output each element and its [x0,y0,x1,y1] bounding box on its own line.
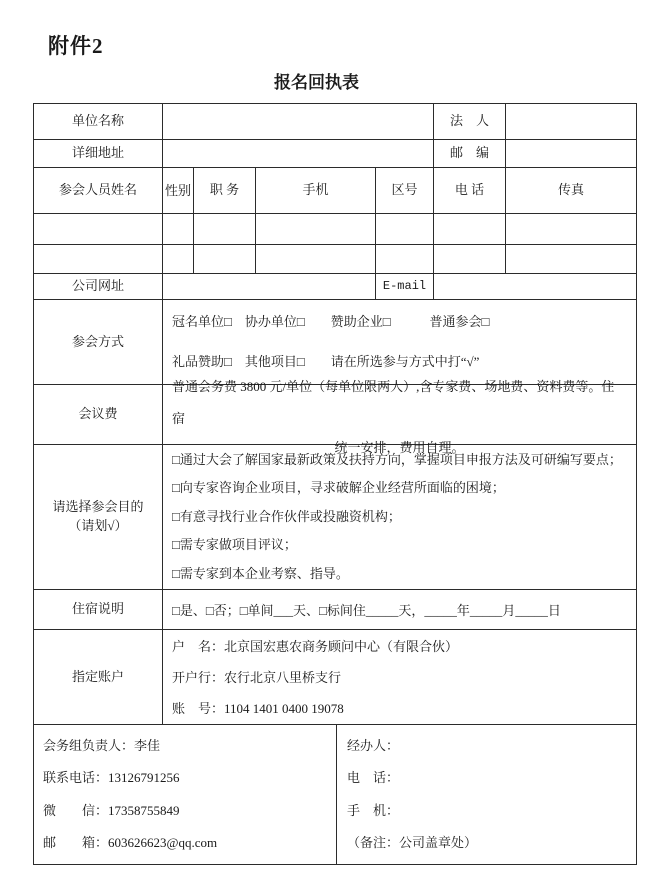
attendee2-fax-field[interactable] [506,245,637,274]
attendee1-mobile-field[interactable] [256,214,376,245]
registration-form-table [33,103,637,865]
lodging-options[interactable]: □是、□否；□单间___天、□标间住_____天，_____年_____月_____日 [172,603,561,618]
purpose-option-2[interactable]: □向专家咨询企业项目，寻求破解企业经营所面临的困境； [172,480,505,496]
company-seal-note: （备注：公司盖章处） [347,835,478,850]
lodging-row [34,590,637,630]
mobile-header: 手机 [256,168,376,214]
attachment-label: 附件2 [48,34,104,58]
footer-row [34,725,637,865]
attendee2-mobile-field[interactable] [256,245,376,274]
organizer-contact-wechat: 微 信：17358755849 [43,802,180,818]
fee-label: 会议费 [34,385,163,445]
fee-row [34,379,637,455]
attendee-row-1 [34,214,637,245]
attendee1-gender-field[interactable] [163,214,194,245]
unit-name-row [34,104,637,140]
purpose-option-4[interactable]: □需专家做项目评议； [172,537,297,553]
attendee-name-header: 参会人员姓名 [34,168,163,214]
attendee2-gender-field[interactable] [163,245,194,274]
postal-code-label: 邮 编 [434,140,506,168]
organizer-contact-phone: 联系电话：13126791256 [43,770,180,785]
email-field[interactable] [434,274,637,300]
legal-person-label: 法 人 [434,104,506,140]
attendee2-areacode-field[interactable] [376,245,434,274]
attendee2-position-field[interactable] [194,245,256,274]
attendee1-position-field[interactable] [194,214,256,245]
address-row [34,140,637,168]
legal-person-field[interactable] [506,104,637,140]
fee-text-line1: 普通会务费 3800 元/单位（每单位限两人）,含专家费、场地费、资料费等。住宿 [172,379,615,426]
method-options-line1[interactable]: 冠名单位□ 协办单位□ 赞助企业□ 普通参会□ [172,314,490,329]
handler-name-field[interactable]: 经办人： [347,737,400,753]
purpose-label: 请选择参会目的（请划√） [34,445,163,590]
unit-name-label: 单位名称 [34,104,163,140]
account-number-line: 账 号：1104 1401 0400 19078 [172,700,344,716]
website-row [34,274,637,300]
participation-method-label: 参会方式 [34,300,163,385]
attendee-row-2 [34,245,637,274]
gender-header: 性别 [164,182,191,198]
attendee-header-row [34,168,637,214]
website-label: 公司网址 [34,274,163,300]
account-row [34,630,637,725]
email-label: E-mail [376,274,434,300]
address-label: 详细地址 [34,140,163,168]
organizer-contact-name: 会务组负责人：李佳 [43,737,161,753]
page-title: 报名回执表 [274,73,359,92]
purpose-option-5[interactable]: □需专家到本企业考察、指导。 [172,565,349,581]
account-label: 指定账户 [34,630,163,725]
area-code-header: 区号 [376,168,434,214]
lodging-label: 住宿说明 [34,590,163,630]
account-bank-line: 开户行：农行北京八里桥支行 [172,669,342,685]
website-field[interactable] [163,274,376,300]
purpose-option-3[interactable]: □有意寻找行业合作伙伴或投融资机构； [172,508,401,524]
attendee2-name-field[interactable] [34,245,163,274]
attendee1-name-field[interactable] [34,214,163,245]
attendee1-phone-field[interactable] [434,214,506,245]
attendee1-areacode-field[interactable] [376,214,434,245]
unit-name-field[interactable] [163,104,434,140]
fee-text-line2: 统一安排，费用自理。 [334,440,465,455]
attendee1-fax-field[interactable] [506,214,637,245]
handler-phone-field[interactable]: 电 话： [347,770,400,785]
purpose-option-1[interactable]: □通过大会了解国家最新政策及扶持方向，掌握项目申报方法及可研编写要点； [172,451,622,467]
organizer-contact-email: 邮 箱：603626623@qq.com [43,835,218,850]
fax-header: 传真 [506,168,637,214]
postal-code-field[interactable] [506,140,637,168]
address-field[interactable] [163,140,434,168]
method-options-line2[interactable]: 礼品赞助□ 其他项目□ 请在所选参与方式中打“√” [172,354,480,369]
account-holder-line: 户 名：北京国宏惠农商务顾问中心（有限合伙） [172,638,459,654]
attendee2-phone-field[interactable] [434,245,506,274]
handler-mobile-field[interactable]: 手 机： [347,802,400,818]
position-header: 职 务 [194,168,256,214]
phone-header: 电 话 [434,168,506,214]
purpose-row [34,445,637,590]
